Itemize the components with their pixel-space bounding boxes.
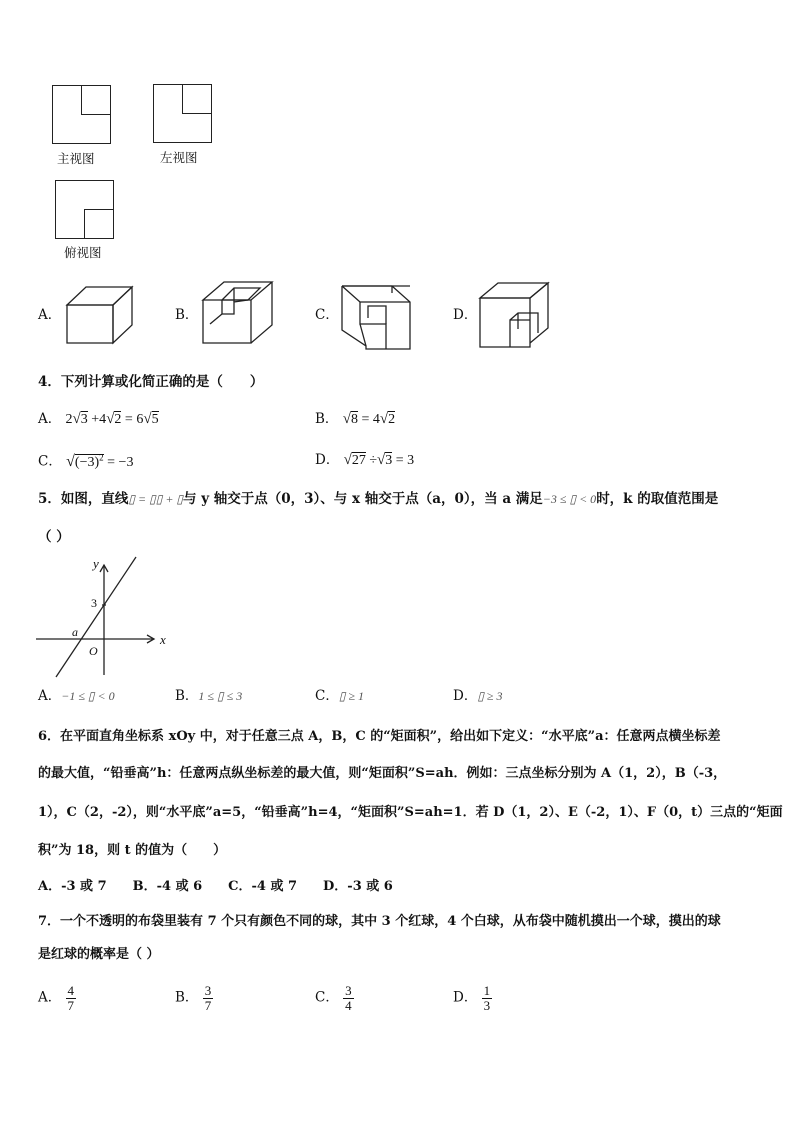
- q5-option-b-expr: 1 ≤ ▯ ≤ 3: [198, 689, 243, 703]
- q7-b-denominator: 7: [204, 997, 212, 1013]
- q4-option-c-expr: $√(-3)^2 = -3$: [66, 452, 134, 470]
- q5-stem-part3: 时，k 的取值范围是: [596, 491, 719, 507]
- top-view-figure: [55, 180, 114, 239]
- q3-option-d-solid: [478, 281, 553, 351]
- left-view-figure: [153, 84, 212, 143]
- q5-stem-part1: 5．如图，直线: [38, 491, 129, 507]
- q4-b-rad1: 8: [350, 412, 358, 427]
- q7-option-b-fraction: [203, 984, 214, 1012]
- q6-line4: 积”为 18，则 t 的值为（ ）: [38, 843, 227, 858]
- q5-stem: [38, 493, 718, 507]
- q4-option-b-expr: √8 = 4√2: [342, 411, 396, 427]
- q4-option-b-label: B．: [315, 411, 339, 427]
- q7-c-numerator: 3: [345, 983, 352, 998]
- q3-option-b-solid: [200, 280, 275, 346]
- q4-a-mid: +4: [91, 412, 107, 427]
- q4-a-coef: 2: [65, 412, 73, 427]
- q5-option-c: [315, 690, 364, 704]
- q4-option-c: [38, 453, 133, 470]
- q5-option-d: [453, 690, 503, 704]
- q5-option-c-label: C．: [315, 688, 339, 704]
- q4-option-b: [315, 412, 395, 427]
- q5-option-d-expr: ▯ ≥ 3: [477, 689, 503, 703]
- q4-option-a-expr: 2√3 +4√2 = 6√5: [65, 411, 159, 427]
- front-view-inner-square: [81, 85, 111, 115]
- q3-option-a-label: A．: [38, 307, 62, 323]
- q5-option-a: [38, 690, 115, 704]
- q6-line3: 1），C（2，-2），则“水平底”a=5，“铅垂高”h=4，“矩面积”S=ah=1．若 D（1，2）、E（-2，1）、F（0，t）三点的“矩面: [38, 805, 783, 820]
- q7-c-denominator: 4: [345, 997, 352, 1013]
- q4-c-rhs: = −3: [107, 454, 134, 470]
- top-view-inner-square: [84, 209, 114, 239]
- q5-line-equation: ▯ = ▯▯ + ▯: [128, 492, 184, 506]
- front-view-caption: 主视图: [57, 151, 95, 166]
- q5-graph-origin: O: [89, 644, 98, 658]
- q7-b-numerator: 3: [204, 983, 212, 998]
- left-view-caption: 左视图: [160, 150, 198, 165]
- q5-graph-x-label: x: [160, 632, 166, 647]
- q4-option-a-label: A．: [38, 411, 62, 427]
- q7-d-denominator: 3: [483, 997, 491, 1013]
- q4-b-rad2: 2: [388, 412, 396, 427]
- q4-a-rad1: 3: [80, 412, 88, 427]
- q3-option-a-cube: [66, 284, 136, 344]
- front-view-figure: [52, 85, 111, 144]
- q7-option-d: [453, 984, 492, 1012]
- q5-option-d-label: D．: [453, 688, 478, 704]
- q7-d-numerator: 1: [483, 983, 491, 998]
- q5-condition: −3 ≤ ▯ < 0: [542, 492, 597, 506]
- q7-option-a-label: A．: [38, 989, 62, 1006]
- q7-option-a: [38, 984, 76, 1012]
- q4-option-a: [38, 412, 159, 427]
- q7-a-numerator: 4: [67, 983, 75, 998]
- left-view-inner-square: [182, 84, 212, 114]
- top-view-caption: 俯视图: [64, 245, 102, 260]
- q3-option-c-label: C．: [315, 307, 339, 323]
- q5-graph: [36, 555, 176, 680]
- q4-a-rhs: = 6: [124, 412, 144, 427]
- q5-option-c-expr: ▯ ≥ 1: [338, 689, 365, 703]
- q4-stem: 4．下列计算或化简正确的是（ ）: [38, 374, 264, 390]
- q7-option-c-label: C．: [315, 989, 339, 1006]
- q7-line2: 是红球的概率是（ ）: [38, 947, 160, 962]
- q5-option-b: [175, 690, 242, 704]
- q3-option-d-label: D．: [453, 307, 478, 323]
- q7-option-c-fraction: [343, 984, 354, 1012]
- q4-c-rad: (−3): [74, 454, 100, 470]
- q7-option-d-fraction: [482, 984, 493, 1012]
- q4-d-rad1: 27: [351, 453, 366, 468]
- q7-option-d-label: D．: [453, 989, 478, 1006]
- q4-c-exp: 2: [99, 452, 104, 462]
- q4-option-d-label: D．: [315, 452, 340, 468]
- q7-a-denominator: 7: [67, 997, 75, 1013]
- q6-line1: 6．在平面直角坐标系 xOy 中，对于任意三点 A，B，C 的“矩面积”，给出如下定义：“水平底”a：任意两点横坐标差: [38, 729, 721, 744]
- q4-option-c-label: C．: [38, 453, 62, 470]
- q6-options: A．-3 或 7 B．-4 或 6 C．-4 或 7 D．-3 或 6: [38, 879, 393, 894]
- q4-option-d: [315, 453, 414, 468]
- q4-a-rad2: 2: [114, 412, 122, 427]
- q6-line2: 的最大值，“铅垂高”h：任意两点纵坐标差的最大值，则“矩面积”S=ah．例如：三点坐标分别为 A（1，2），B（-3，: [38, 766, 727, 781]
- q5-graph-y-label: y: [93, 556, 99, 571]
- q4-d-rhs: = 3: [395, 453, 415, 468]
- q5-option-b-label: B．: [175, 688, 199, 704]
- q5-graph-y-tick-3: 3: [91, 596, 97, 610]
- q7-option-c: [315, 984, 354, 1012]
- q5-option-a-label: A．: [38, 688, 62, 704]
- q3-option-c-solid: [340, 284, 415, 352]
- q5-stem-part2: 与 y 轴交于点（0，3）、与 x 轴交于点（a，0），当 a 满足: [183, 491, 543, 507]
- q4-a-rad3: 5: [151, 412, 159, 427]
- q7-option-b-label: B．: [175, 989, 199, 1006]
- q5-option-a-expr: −1 ≤ ▯ < 0: [61, 689, 115, 703]
- q4-option-d-expr: √27 ÷√3 = 3: [343, 452, 415, 468]
- q4-d-div: ÷: [369, 453, 378, 468]
- q7-line1: 7．一个不透明的布袋里装有 7 个只有颜色不同的球，其中 3 个红球，4 个白球，从布袋中随机摸出一个球，摸出的球: [38, 914, 721, 929]
- q3-option-b-label: B．: [175, 307, 199, 323]
- q5-graph-a-label: a: [72, 625, 78, 639]
- q5-stem-line2: （ ）: [38, 529, 70, 545]
- q4-b-rhs: = 4: [361, 412, 380, 427]
- q7-option-a-fraction: [66, 984, 77, 1012]
- q7-option-b: [175, 984, 213, 1012]
- q4-d-rad2: 3: [385, 453, 393, 468]
